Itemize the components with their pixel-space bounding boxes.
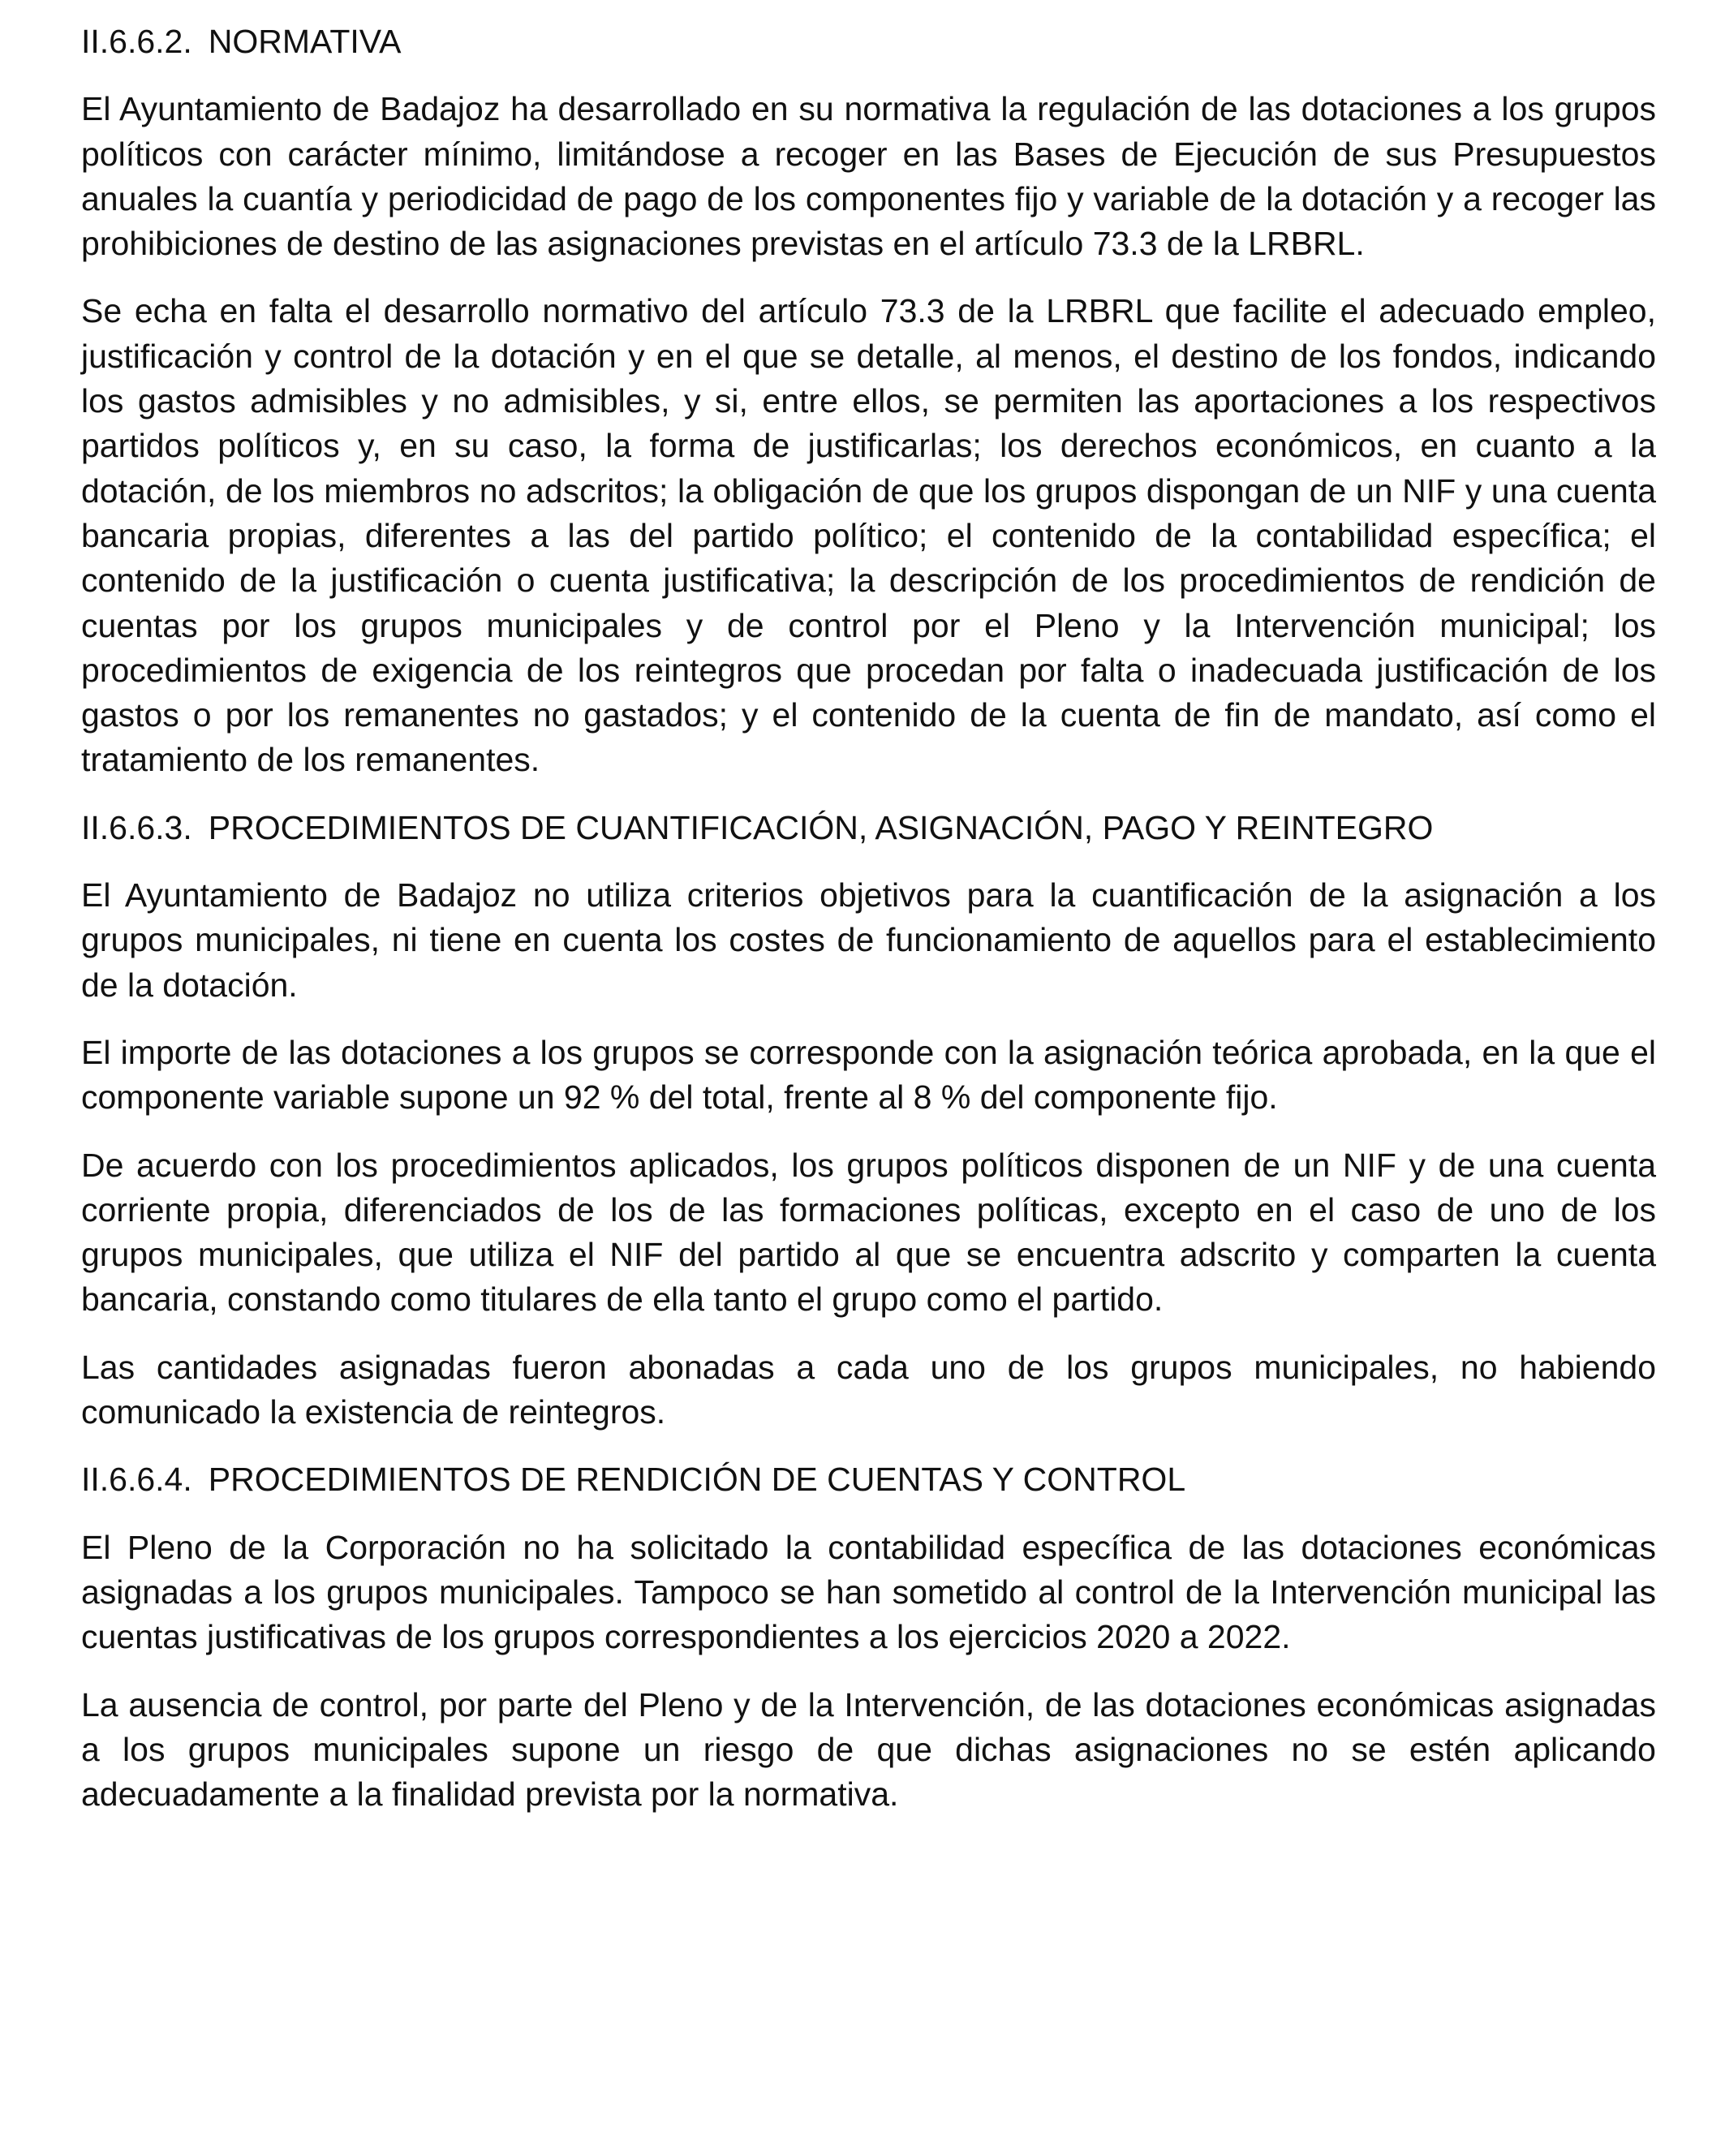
section-number: II.6.6.3.: [81, 808, 192, 846]
section-title: PROCEDIMIENTOS DE CUANTIFICACIÓN, ASIGNACIÓN, PAGO Y REINTEGRO: [208, 808, 1434, 846]
paragraph: El Ayuntamiento de Badajoz no utiliza criterios objetivos para la cuantificación de la asignación a los grupos municipales, ni tiene en cuenta los costes de funcionamiento de aquellos para el establecimiento de la dotación.: [81, 876, 1656, 1004]
paragraph: El Ayuntamiento de Badajoz ha desarrollado en su normativa la regulación de las dotaciones a los grupos políticos con carácter mínimo, limitándose a recoger en las Bases de Ejecución de sus Presupuestos anuales la cuantía y periodicidad de pago de los componentes fijo y variable de la dotación y a recoger las prohibiciones de destino de las asignaciones previstas en el artículo 73.3 de la LRBRL.: [81, 90, 1656, 263]
section-heading-procedimientos-cuantificacion: [81, 806, 1656, 850]
section-title: NORMATIVA: [208, 23, 402, 60]
section-title: PROCEDIMIENTOS DE RENDICIÓN DE CUENTAS Y CONTROL: [208, 1461, 1186, 1499]
section-number: II.6.6.2.: [81, 23, 192, 60]
paragraph: Se echa en falta el desarrollo normativo del artículo 73.3 de la LRBRL que facilite el adecuado empleo, justificación y control de la dotación y en el que se detalle, al menos, el destino de los fondos, indicando los gastos admisibles y no admisibles, y si, entre ellos, se permiten las aportaciones a los respectivos partidos políticos y, en su caso, la forma de justificarlas; los derechos económicos, en cuanto a la dotación, de los miembros no adscritos; la obligación de que los grupos dispongan de un NIF y una cuenta bancaria propias, diferentes a las del partido político; el contenido de la contabilidad específica; el contenido de la justificación o cuenta justificativa; la descripción de los procedimientos de rendición de cuentas por los grupos municipales y de control por el Pleno y la Intervención municipal; los procedimientos de exigencia de los reintegros que procedan por falta o inadecuada justificación de los gastos o por los remanentes no gastados; y el contenido de la cuenta de fin de mandato, así como el tratamiento de los remanentes.: [81, 292, 1656, 779]
paragraph: El importe de las dotaciones a los grupos se corresponde con la asignación teórica aprobada, en la que el componente variable supone un 92 % del total, frente al 8 % del componente fijo.: [81, 1033, 1656, 1117]
paragraph: El Pleno de la Corporación no ha solicitado la contabilidad específica de las dotaciones económicas asignadas a los grupos municipales. Tampoco se han sometido al control de la Intervención municipal las cuentas justificativas de los grupos correspondientes a los ejercicios 2020 a 2022.: [81, 1528, 1656, 1656]
paragraph: Las cantidades asignadas fueron abonadas a cada uno de los grupos municipales, no habiendo comunicado la existencia de reintegros.: [81, 1348, 1656, 1431]
paragraph: La ausencia de control, por parte del Pleno y de la Intervención, de las dotaciones económicas asignadas a los grupos municipales supone un riesgo de que dichas asignaciones no se estén aplicando adecuadamente a la finalidad prevista por la normativa.: [81, 1685, 1656, 1814]
section-heading-rendicion-cuentas: [81, 1457, 1656, 1502]
paragraph: De acuerdo con los procedimientos aplicados, los grupos políticos disponen de un NIF y de una cuenta corriente propia, diferenciados de los de las formaciones políticas, excepto en el caso de uno de los grupos municipales, que utiliza el NIF del partido al que se encuentra adscrito y comparten la cuenta bancaria, constando como titulares de ella tanto el grupo como el partido.: [81, 1146, 1656, 1319]
document-page: [81, 19, 1656, 1840]
section-heading-normativa: [81, 19, 1656, 64]
section-number: II.6.6.4.: [81, 1461, 192, 1499]
